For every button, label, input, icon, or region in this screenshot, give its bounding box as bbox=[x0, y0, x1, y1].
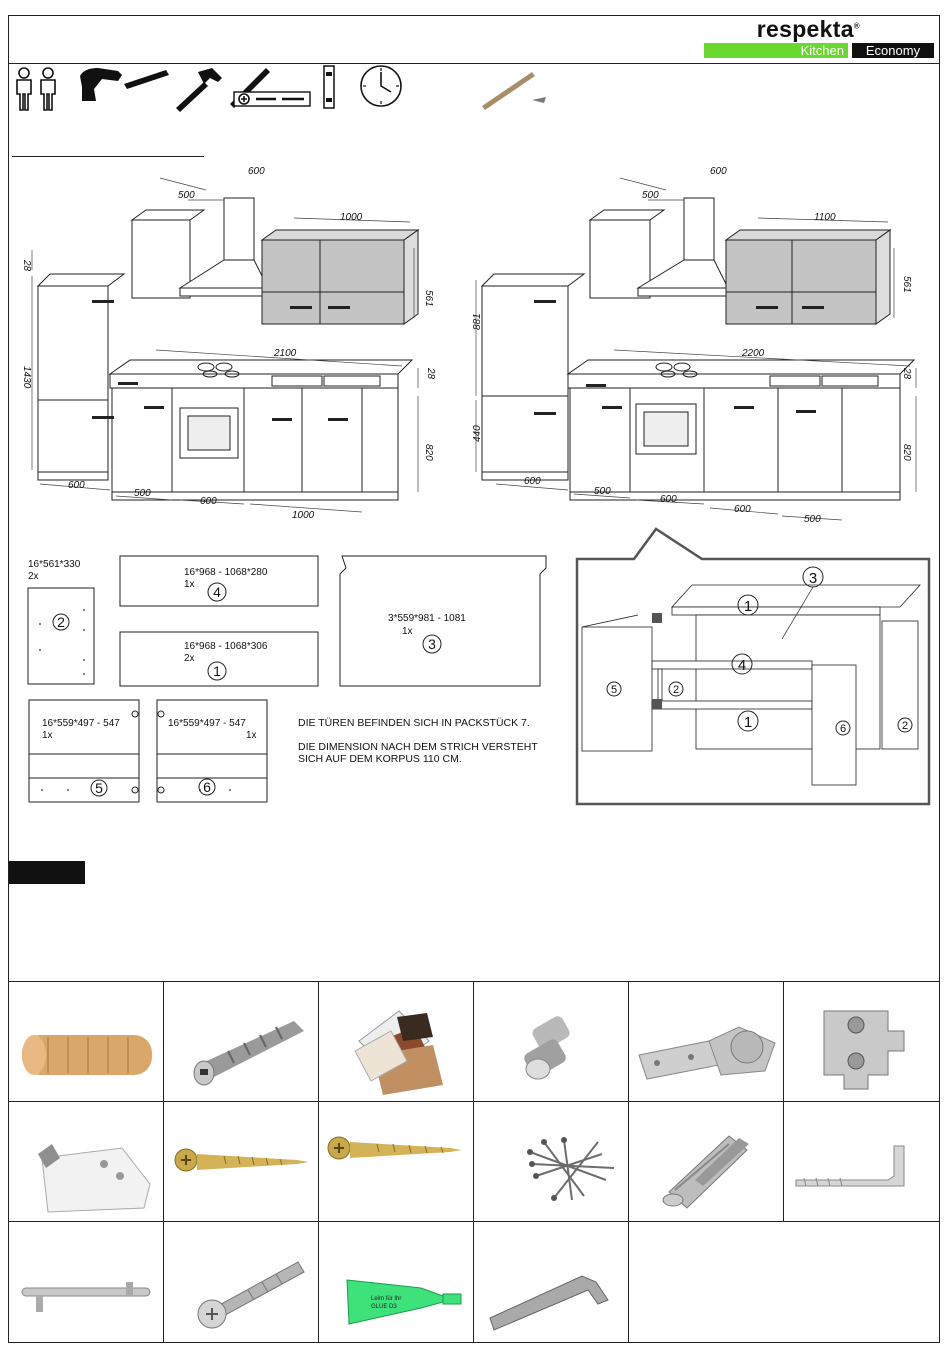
wooden-dowel-icon bbox=[8, 981, 164, 1102]
dim-wall-cabinet-width: 1100 bbox=[814, 212, 836, 223]
dim-worktop-thickness: 28 bbox=[425, 368, 436, 380]
part-5-number: 5 bbox=[95, 780, 103, 796]
hardware-cell-4 bbox=[474, 981, 629, 1102]
part-3-qty: 1x bbox=[402, 626, 413, 637]
color-samples-icon bbox=[319, 981, 474, 1102]
confirmat-screw-icon bbox=[164, 981, 319, 1102]
dim-base-4: 600 bbox=[734, 504, 751, 515]
part-3-dims: 3*559*981 - 1081 bbox=[388, 613, 466, 624]
shelf-pin-icon bbox=[474, 981, 629, 1102]
part-4-dims: 16*968 - 1068*280 bbox=[184, 567, 268, 578]
assembly-callout bbox=[572, 525, 934, 810]
callout-part-6: 6 bbox=[839, 723, 847, 735]
part-6-number: 6 bbox=[203, 779, 211, 795]
hook-screw-icon bbox=[784, 1102, 940, 1222]
part-6-panel bbox=[157, 700, 267, 802]
part-2-panel bbox=[28, 588, 94, 684]
hardware-cell-15 bbox=[319, 1222, 474, 1343]
allen-key-icon bbox=[474, 1222, 629, 1343]
hardware-grid bbox=[8, 981, 940, 1343]
part-4-qty: 1x bbox=[184, 579, 195, 590]
dim-worktop-length: 2100 bbox=[274, 348, 297, 359]
dim-tall-top-width: 500 bbox=[642, 190, 659, 201]
part-6-dims: 16*559*497 - 547 bbox=[168, 718, 246, 729]
dim-left-height: 1430 bbox=[21, 366, 32, 389]
hardware-cell-7 bbox=[8, 1102, 164, 1222]
part-6-qty: 1x bbox=[246, 730, 257, 741]
concealed-hinge-icon bbox=[629, 981, 784, 1102]
dim-wall-cabinet-height: 561 bbox=[901, 276, 912, 293]
brand-tag-economy: Economy bbox=[852, 43, 934, 58]
kitchen-2200-drawing bbox=[470, 160, 940, 540]
dim-worktop-thickness: 28 bbox=[901, 368, 912, 380]
part-1-number: 1 bbox=[213, 663, 221, 679]
nails-icon bbox=[474, 1102, 629, 1222]
hardware-cell-14 bbox=[164, 1222, 319, 1343]
part-1-dims: 16*968 - 1068*306 bbox=[184, 641, 268, 652]
dim-base-height: 820 bbox=[901, 444, 912, 461]
dim-wall-cabinet-height: 561 bbox=[423, 290, 434, 307]
masonry-drill-icon bbox=[482, 72, 546, 110]
dim-left-top-height: 28 bbox=[21, 260, 32, 272]
dim-tall-upper-height: 881 bbox=[472, 313, 483, 330]
dim-base-5: 500 bbox=[804, 514, 821, 525]
glue-label-2: GLUE D3 bbox=[371, 1304, 397, 1310]
part-5-qty: 1x bbox=[42, 730, 53, 741]
dim-tall-top-width: 500 bbox=[178, 190, 195, 201]
dim-tall-lower-height: 440 bbox=[472, 425, 483, 442]
wood-screw-short-icon bbox=[319, 1102, 474, 1222]
part-5-dims: 16*559*497 - 547 bbox=[42, 718, 120, 729]
hardware-cell-6 bbox=[784, 981, 940, 1102]
screwdrivers-icon bbox=[230, 68, 310, 108]
callout-part-5: 5 bbox=[610, 684, 618, 696]
dim-hood-width: 600 bbox=[710, 166, 727, 177]
hardware-cell-13 bbox=[8, 1222, 164, 1343]
kitchen-2100-drawing bbox=[10, 160, 450, 540]
part-2-number: 2 bbox=[57, 614, 65, 630]
hardware-cell-9 bbox=[319, 1102, 474, 1222]
dim-base-1: 600 bbox=[524, 476, 541, 487]
hammer-icon bbox=[176, 68, 222, 112]
hardware-cell-10 bbox=[474, 1102, 629, 1222]
dim-hood-width: 600 bbox=[248, 166, 265, 177]
glue-tube-icon bbox=[319, 1222, 474, 1343]
hardware-cell-8 bbox=[164, 1102, 319, 1222]
dim-base-height: 820 bbox=[423, 444, 434, 461]
clock-icon bbox=[361, 66, 401, 106]
brand-name: respekta® bbox=[756, 16, 860, 42]
callout-part-2-right: 2 bbox=[901, 720, 909, 732]
dim-base-2: 500 bbox=[594, 486, 611, 497]
part-5-panel bbox=[29, 700, 139, 802]
dim-base-1: 600 bbox=[68, 480, 85, 491]
dim-worktop-length: 2200 bbox=[742, 348, 765, 359]
wall-plug-icon bbox=[629, 1102, 784, 1222]
part-3-number: 3 bbox=[428, 636, 436, 652]
hardware-cell-11 bbox=[629, 1102, 784, 1222]
note-line-3: SICH AUF DEM KORPUS 110 CM. bbox=[298, 753, 462, 765]
drill-icon bbox=[80, 68, 122, 101]
connector-bolt-icon bbox=[164, 1222, 319, 1343]
hardware-cell-2 bbox=[164, 981, 319, 1102]
two-persons-icon bbox=[17, 68, 55, 110]
hardware-cell-3 bbox=[319, 981, 474, 1102]
dim-base-2: 500 bbox=[134, 488, 151, 499]
bar-handle-icon bbox=[8, 1222, 164, 1343]
part-4-number: 4 bbox=[213, 584, 221, 600]
dim-wall-cabinet-width: 1000 bbox=[340, 212, 363, 223]
callout-part-2-left: 2 bbox=[672, 684, 680, 696]
hardware-cell-16 bbox=[474, 1222, 629, 1343]
section-tab bbox=[9, 861, 85, 884]
brand-tag-kitchen: Kitchen bbox=[704, 43, 848, 58]
hardware-cell-1 bbox=[8, 981, 164, 1102]
respekta-logo bbox=[700, 16, 936, 60]
dim-base-3: 600 bbox=[200, 496, 217, 507]
hardware-cell-5 bbox=[629, 981, 784, 1102]
part-2-dims: 16*561*330 bbox=[28, 559, 81, 570]
callout-part-3: 3 bbox=[808, 570, 818, 587]
hanging-bracket-icon bbox=[8, 1102, 164, 1222]
hardware-cell-12 bbox=[784, 1102, 940, 1222]
glue-label-1: Leim für Ihr bbox=[371, 1296, 402, 1302]
drill-bit-icon bbox=[124, 70, 169, 89]
part-1-qty: 2x bbox=[184, 653, 195, 664]
callout-part-1-bottom: 1 bbox=[743, 714, 753, 731]
dim-base-4: 1000 bbox=[292, 510, 315, 521]
section-rule bbox=[12, 156, 204, 157]
wood-screw-long-icon bbox=[164, 1102, 319, 1222]
dim-base-3: 600 bbox=[660, 494, 677, 505]
tools-row bbox=[12, 64, 552, 116]
note-line-1: DIE TÜREN BEFINDEN SICH IN PACKSTÜCK 7. bbox=[298, 717, 530, 729]
callout-part-1-top: 1 bbox=[743, 598, 753, 615]
hardware-cell-empty bbox=[629, 1222, 940, 1343]
note-line-2: DIE DIMENSION NACH DEM STRICH VERSTEHT bbox=[298, 741, 538, 753]
spirit-level-icon bbox=[324, 66, 334, 108]
assembly-note bbox=[298, 717, 538, 777]
callout-part-4: 4 bbox=[737, 657, 747, 674]
part-2-qty: 2x bbox=[28, 571, 39, 582]
mounting-plate-icon bbox=[784, 981, 940, 1102]
